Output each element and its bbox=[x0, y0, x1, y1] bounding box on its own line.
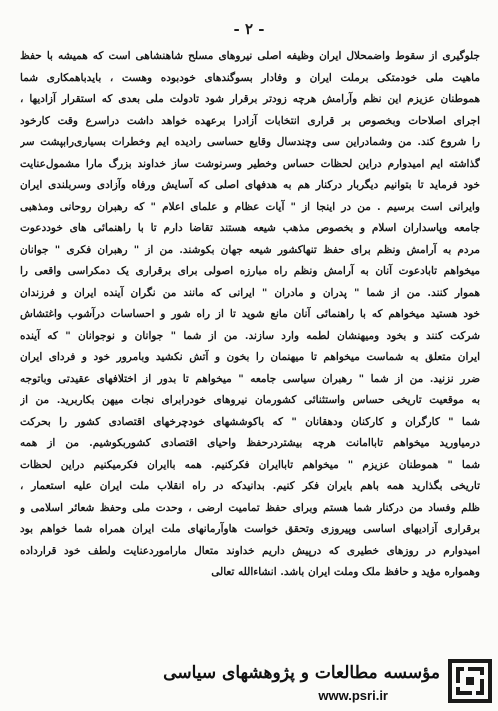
website-url: www.psri.ir bbox=[318, 688, 388, 703]
text-line: تاریخی بگذارید همه باهم بایران فکر کنیم. بدانیدکه در راه انقلاب ملت ایران علیه استعمار ، bbox=[20, 480, 480, 492]
text-line: شما " هموطنان عزیزم " میخواهم تاباایران فکرکنیم. همه باایران فکرمیکنیم دراین لحظات bbox=[20, 458, 480, 471]
text-line: ظلم وفساد من درکنار شما هستم وبرای حفظ تمامیت ارضی ، وحدت ملی وحفظ شعائر اسلامی و bbox=[20, 501, 480, 514]
text-line: هموار کنند. من از شما " پدران و مادران " ایرانی که مانند من نگران آینده ایران و فرزندان bbox=[20, 286, 480, 299]
text-line: ماهیت ملی خودمتکی برملت ایران و وفادار بسوگندهای خودبوده وهست ، بایدباهمکاری شما bbox=[20, 71, 480, 84]
text-line-closing: وهمواره مؤید و حافظ ملک وملت ایران باشد. انشاءالله تعالی bbox=[211, 566, 480, 578]
text-line: امیدوارم در روزهای خطیری که درپیش داریم خداوند متعال ماراموردعنایت ولطف خود قرارداده bbox=[20, 544, 480, 557]
text-line: به موقعیت تاریخی حساس واستثنائی کشورمان نیروهای خودرابرای نجات میهن بکاربرید. من از bbox=[20, 394, 480, 406]
text-line: گذاشته ایم امیدوارم دراین لحظات حساس وخطیر وسرنوشت ساز خداوند بزرگ مارا مشمول‌عنایت bbox=[20, 157, 480, 170]
text-line: درمیاورید میخواهم تاباامانت هرچه بیشتردرحفظ واحیای اقتصادی کشوربکوشیم. من از همه bbox=[20, 437, 480, 449]
body-text bbox=[20, 46, 480, 584]
psri-logo-icon bbox=[448, 659, 492, 703]
footer-watermark bbox=[0, 655, 498, 711]
text-line: خود هستید میخواهم که با راهنمائی آنان مانع شوید تا از راه شور و احساسات درآشوب واغتشاش bbox=[20, 308, 480, 320]
text-line: را شروع کند. من وشمادراین سی وچندسال وقایع حساسی رادیده ایم وخطرات بسیاری‌رابپشت سر bbox=[20, 136, 480, 148]
text-line: برقراری آزادیهای اساسی وپیروزی وتحقق خواست هاوآرمانهای ملت ایران همراه شما خواهم بود bbox=[20, 523, 480, 535]
text-line: هموطنان عزیزم این نظم وآرامش هرچه زودتر برقرار شود تادولت ملی بعدی که استقرار آزادیها ، bbox=[20, 93, 480, 105]
text-line: جلوگیری از سقوط واضمحلال ایران وظیفه اصلی نیروهای مسلح شاهنشاهی است که همیشه با حفظ bbox=[20, 50, 480, 62]
text-line: اجرای اصلاحات وبخصوص بر قراری انتخابات آزادرا برعهده خواهد داشت دراسرع وقت کارخود bbox=[20, 114, 480, 127]
text-line: وایرانی است برسیم . من در اینجا از " آیات عظام و علمای اعلام " که رهبران روحانی ومذهبی bbox=[20, 200, 480, 213]
text-line: ایران متعلق به شماست میخواهم تا میهنمان را بخون و آتش نکشید وبامرور خود و فردای ایران bbox=[20, 351, 480, 363]
text-line: مردم به آرامش ونظم برای حفظ تنهاکشور شیعه جهان بکوشند. من از " رهبران فکری " جوانان bbox=[20, 243, 480, 256]
institute-name: مؤسسه مطالعات و پژوهشهای سیاسی bbox=[163, 663, 440, 683]
text-line: شرکت کنند و بخود ومیهنشان لطمه وارد سازند. من از شما " جوانان و نوجوانان " که آینده bbox=[20, 329, 480, 342]
text-line: جامعه وپاسداران اسلام و بخصوص مذهب شیعه هستند تقاضا دارم تا با راهنمائی های خوددعوت bbox=[20, 222, 480, 234]
text-line: ضرر نزنید. من از شما " رهبران سیاسی جامعه " میخواهم تا بدور از اختلافهای عقیدتی وباتوجه bbox=[20, 372, 480, 385]
text-line: شما " کارگران و کارکنان ودهقانان " که باکوششهای خودچرخهای اقتصادی کشور را بحرکت bbox=[20, 415, 480, 428]
page-number: - ۲ - bbox=[233, 20, 265, 38]
text-line: خود فرماید تا بتوانیم دیگربار درکنار هم به هدفهای اصلی که آسایش ورفاه وآزادی وسربلندی ایران bbox=[20, 179, 480, 191]
text-line: میخواهم تابادعوت آنان به آرامش ونظم راه مبارزه اصولی برای برقراری یک دمکراسی واقعی را bbox=[20, 265, 480, 277]
